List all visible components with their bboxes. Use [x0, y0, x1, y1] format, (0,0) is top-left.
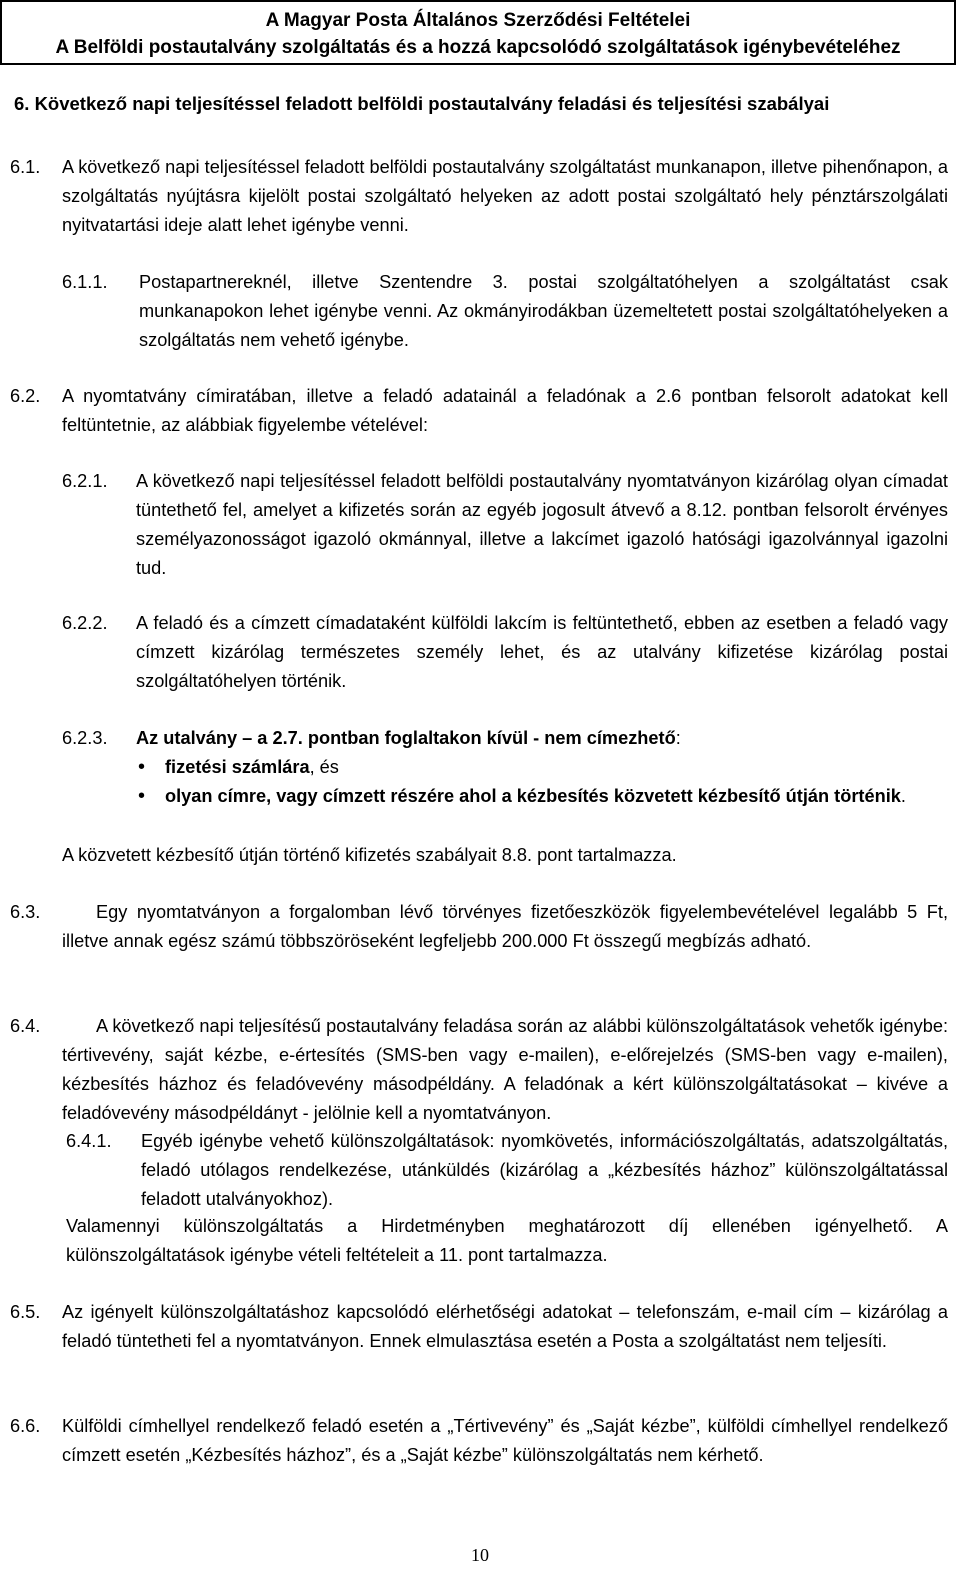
- section-number: 6.2.: [10, 386, 41, 406]
- paragraph-text: Külföldi címhellyel rendelkező feladó esetén a „Tértivevény” és „Saját kézbe”, külföldi címhellyel rendelkező címzett esetén „Kézbesítés házhoz”, és a „Saját kézbe” különszolgáltatás nem kérhető.: [62, 1416, 948, 1465]
- paragraph-6-2-3: [136, 724, 948, 811]
- section-number: 6.1.: [10, 157, 41, 177]
- paragraph-text: A következő napi teljesítésű postautalvány feladása során az alábbi különszolgáltatások vehetők igénybe: tértivevény, saját kézbe, e-értesítés (SMS-ben vagy e-mailen), e-előrejelzés (SMS-ben vagy e-mailen), kézbesítés házhoz és feladóvevény másodpéldány. A feladónak a kért különszolgáltatásokat – kivéve a feladóvevény másodpéldányt - jelölnie kell a nyomtatványon.: [62, 1016, 948, 1123]
- text: .: [900, 786, 906, 806]
- paragraph-6-2-3-after: [62, 841, 948, 870]
- paragraph-text: A feladó és a címzett címadataként külföldi lakcím is feltüntethető, ebben az esetben a feladó vagy címzett kizárólag természetes személy lehet, és az utalvány kifizetése kizárólag postai szolgáltatóhelyen történik.: [136, 613, 948, 691]
- paragraph-text: A következő napi teljesítéssel feladott belföldi postautalvány szolgáltatást munkanapon, illetve pihenőnapon, a szolgáltatás nyújtásra kijelölt postai szolgáltató helyeken az adott postai szolgáltató hely pénztárszolgálati nyitvatartási ideje alatt lehet igénybe venni.: [62, 157, 948, 235]
- bold-text: olyan címre, vagy címzett részére ahol a kézbesítés közvetett kézbesítő útján történik: [165, 786, 901, 806]
- paragraph-text: Postapartnereknél, illetve Szentendre 3. postai szolgáltatóhelyen a szolgáltatást csak munkanapokon lehet igénybe venni. Az okmányirodákban üzemeltetett postai szolgáltatóhelyeken a szolgáltatás nem vehető igénybe.: [139, 272, 948, 350]
- paragraph-6-5: [62, 1298, 948, 1356]
- paragraph-text: A következő napi teljesítéssel feladott belföldi postautalvány nyomtatványon kizárólag olyan címadat tüntethető fel, amelyet a kifizetés során az egyéb jogosult átvevő a 8.12. pontban felsorolt érvényes személyazonosságot igazoló okmánnyal, illetve a lakcímet igazoló hatósági igazolvánnyal igazolni tud.: [136, 471, 948, 578]
- subsection-number: 6.2.1.: [62, 471, 108, 491]
- header-title: A Magyar Posta Általános Szerződési Feltételei: [265, 10, 691, 31]
- document-header: [0, 0, 956, 65]
- section-number: 6.6.: [10, 1416, 41, 1436]
- paragraph-6-3: [62, 898, 948, 956]
- text: , és: [309, 757, 339, 777]
- paragraph-6-2: [62, 382, 948, 440]
- paragraph-6-4-1-after: [66, 1212, 948, 1270]
- paragraph-text: Egyéb igénybe vehető különszolgáltatások: nyomkövetés, információszolgáltatás, adatszolgáltatás, feladó utólagos rendelkezése, utánküldés (kizárólag a „kézbesítés házhoz” különszolgáltatással feladott utalványokhoz).: [141, 1131, 948, 1209]
- paragraph-6-1: [62, 153, 948, 240]
- paragraph-text: A nyomtatvány címiratában, illetve a feladó adatainál a feladónak a 2.6 pontban felsorolt adatokat kell feltüntetnie, az alábbiak figyelembe vételével:: [62, 386, 948, 435]
- paragraph-text: Az igényelt különszolgáltatáshoz kapcsolódó elérhetőségi adatokat – telefonszám, e-mail cím – kizárólag a feladó tüntetheti fel a nyomtatványon. Ennek elmulasztása esetén a Posta a szolgáltatást nem teljesíti.: [62, 1302, 948, 1351]
- list-item: [136, 753, 948, 782]
- paragraph-6-4: [62, 1012, 948, 1128]
- paragraph-text: A közvetett kézbesítő útján történő kifizetés szabályait 8.8. pont tartalmazza.: [62, 845, 677, 865]
- section-number: 6.3.: [10, 902, 41, 922]
- paragraph-6-2-2: [136, 609, 948, 696]
- subsection-number: 6.2.2.: [62, 613, 108, 633]
- paragraph-6-1-1: [139, 268, 948, 355]
- paragraph-6-6: [62, 1412, 948, 1470]
- bold-text: Az utalvány – a 2.7. pontban foglaltakon kívül - nem címezhető: [136, 728, 676, 748]
- bullet-list: [136, 753, 948, 811]
- page-number: 10: [471, 1545, 489, 1565]
- section-title: 6. Következő napi teljesítéssel feladott belföldi postautalvány feladási és teljesítési szabályai: [14, 93, 830, 114]
- section-number: 6.4.: [10, 1016, 41, 1036]
- subsection-number: 6.1.1.: [62, 272, 108, 292]
- paragraph-text: Valamennyi különszolgáltatás a Hirdetményben meghatározott díj ellenében igényelhető. A különszolgáltatások igénybe vételi feltételeit a 11. pont tartalmazza.: [66, 1216, 948, 1265]
- paragraph-6-2-1: [136, 467, 948, 583]
- bold-text: fizetési számlára: [165, 757, 310, 777]
- header-subtitle: A Belföldi postautalvány szolgáltatás és a hozzá kapcsolódó szolgáltatások igénybevételéhez: [55, 37, 901, 58]
- paragraph-text: Egy nyomtatványon a forgalomban lévő törvényes fizetőeszközök figyelembevételével legalább 5 Ft, illetve annak egész számú többszöröseként legfeljebb 200.000 Ft összegű megbízás adható.: [62, 902, 948, 951]
- list-item: [136, 782, 948, 811]
- text: :: [675, 728, 681, 748]
- subsection-number: 6.4.1.: [66, 1131, 112, 1151]
- paragraph-6-4-1: [141, 1127, 948, 1214]
- subsection-number: 6.2.3.: [62, 728, 108, 748]
- section-number: 6.5.: [10, 1302, 41, 1322]
